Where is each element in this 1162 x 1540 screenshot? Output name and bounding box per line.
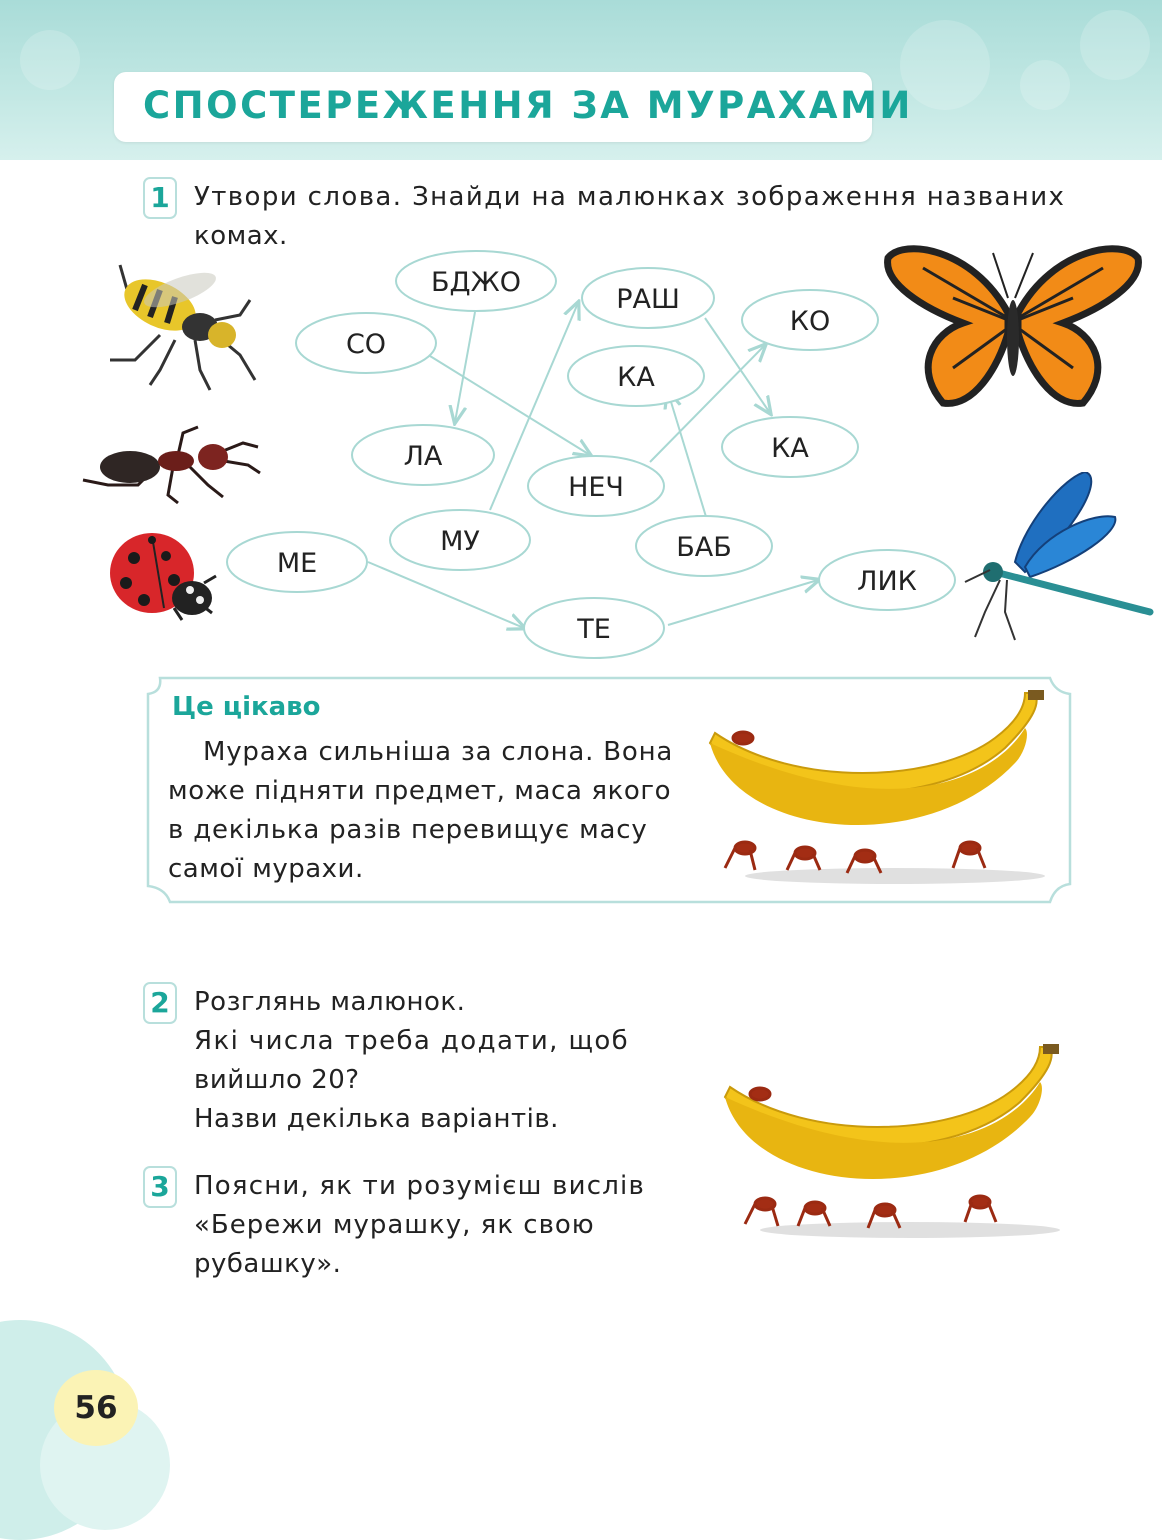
syllable-text: РАШ xyxy=(616,284,680,315)
butterfly-image xyxy=(883,238,1143,418)
syllable-text: КА xyxy=(771,433,809,464)
syllable-text: НЕЧ xyxy=(568,472,624,503)
syllable-text: БАБ xyxy=(676,532,732,563)
page-title: СПОСТЕРЕЖЕННЯ ЗА МУРАХАМИ xyxy=(143,84,913,127)
dragonfly-image xyxy=(955,472,1155,652)
syllable-text: КО xyxy=(789,306,831,337)
page-number: 56 xyxy=(54,1370,138,1446)
task-number-badge: 3 xyxy=(143,1166,177,1208)
ladybug-image xyxy=(104,528,219,623)
task3-text-line1: Поясни, як ти розумієш вислів xyxy=(194,1171,646,1201)
syllable-text: МЕ xyxy=(276,548,318,579)
task2-text-line2: Які числа треба додати, щоб xyxy=(194,1026,630,1056)
syllable-text: ЛА xyxy=(403,441,443,472)
task-number-badge: 2 xyxy=(143,982,177,1024)
task2-text-line1: Розглянь малюнок. xyxy=(194,987,466,1017)
arrow-bdzho-la xyxy=(455,312,475,422)
fact-text-line2: може підняти предмет, маса якого xyxy=(168,776,672,806)
task2-text-line3: вийшло 20? xyxy=(194,1065,360,1095)
task1-text-line1: Утвори слова. Знайди на малюнках зображення названих xyxy=(194,182,1066,212)
arrow-te-lyk xyxy=(668,580,818,625)
banana-ants-image xyxy=(695,688,1055,888)
syllable-text: КА xyxy=(617,362,655,393)
wasp-image xyxy=(100,255,265,395)
fact-title: Це цікаво xyxy=(172,692,321,722)
syllable-text: СО xyxy=(345,329,387,360)
fact-text-line3: в декілька разів перевищує масу xyxy=(168,815,648,845)
task-number-badge: 1 xyxy=(143,177,177,219)
task3-text-line2: «Бережи мурашку, як свою xyxy=(194,1210,595,1240)
banana-ants-image xyxy=(710,1042,1070,1242)
fact-text-line1: Мураха сильніша за слона. Вона xyxy=(203,737,674,767)
syllable-text: ЛИК xyxy=(857,566,917,597)
task2-text-line4: Назви декілька варіантів. xyxy=(194,1104,559,1134)
syllable-text: МУ xyxy=(440,526,480,557)
fact-text-line4: самої мурахи. xyxy=(168,854,364,884)
syllable-text: ТЕ xyxy=(577,614,611,645)
syllable-text: БДЖО xyxy=(431,267,521,298)
task1-text-line2: комах. xyxy=(194,221,288,251)
task3-text-line3: рубашку». xyxy=(194,1249,342,1279)
ant-image xyxy=(78,425,263,505)
arrow-me-te xyxy=(368,562,524,628)
